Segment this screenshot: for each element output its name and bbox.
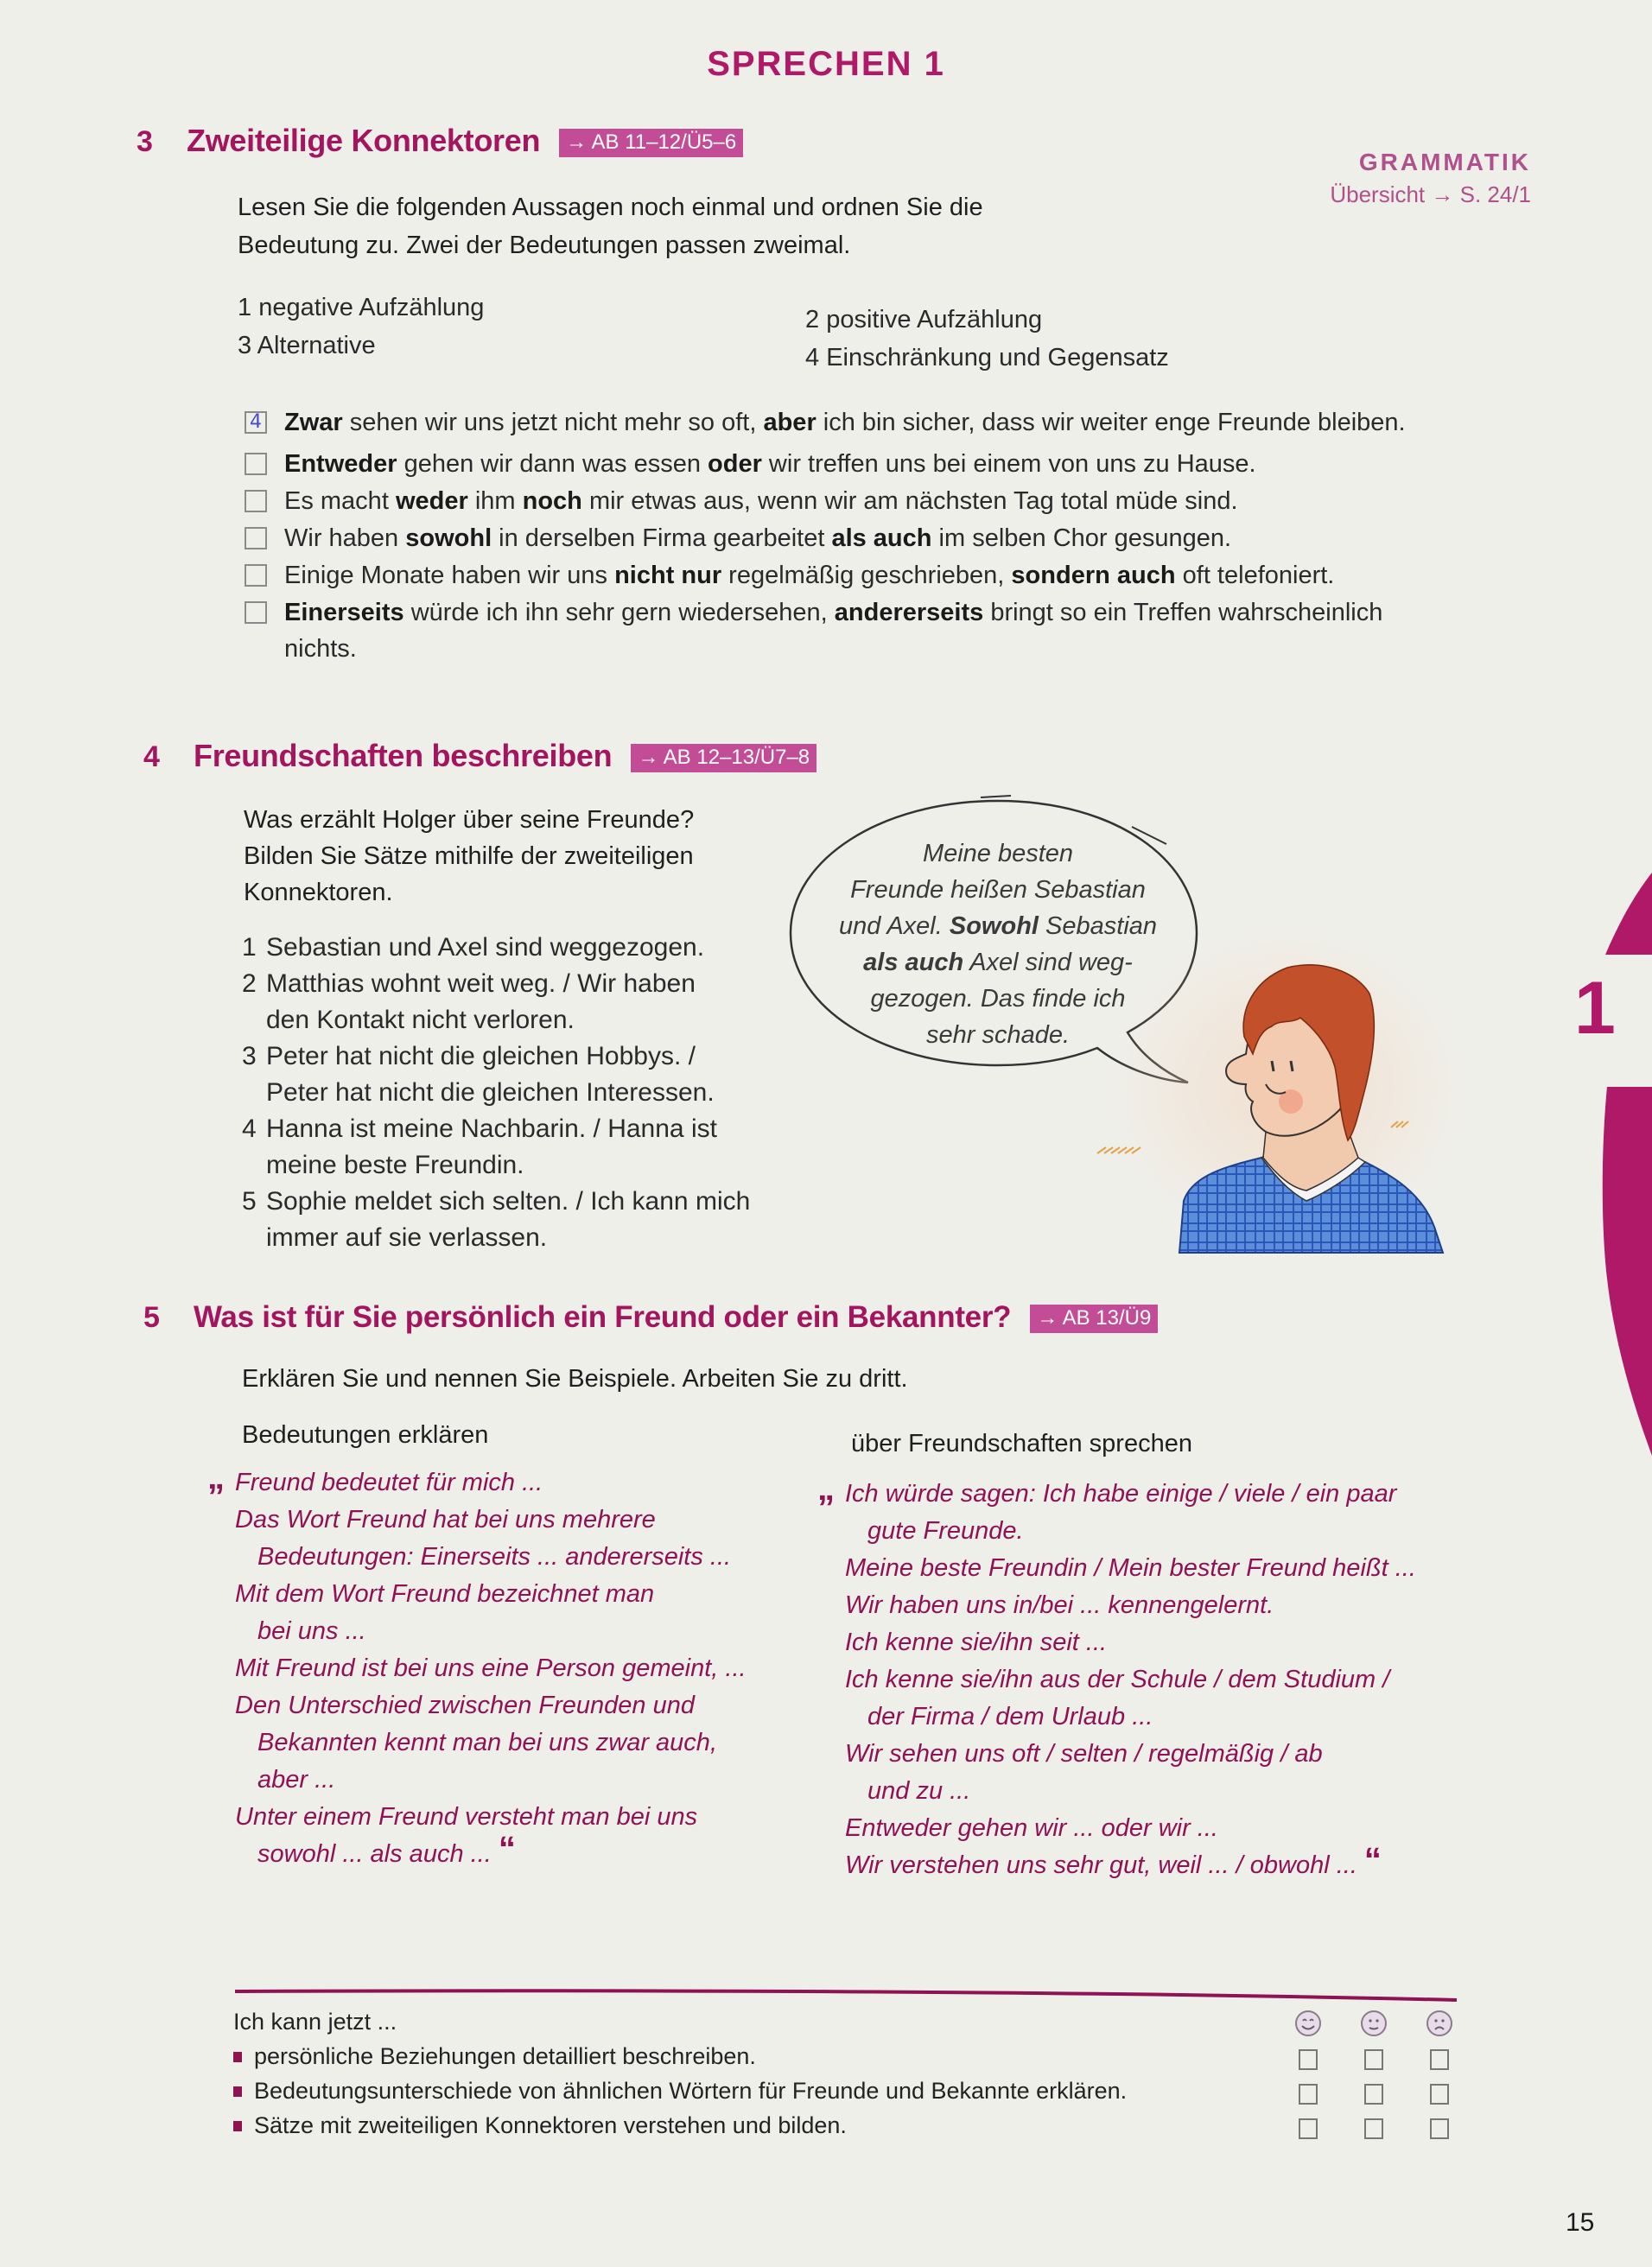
exercise-5-header xyxy=(143,1300,1158,1336)
bubble-line: Meine besten xyxy=(922,840,1074,867)
statement-row xyxy=(245,446,1454,482)
bubble-line: sehr schade. xyxy=(925,1021,1071,1049)
phrase-line xyxy=(817,1661,1474,1699)
rating-checkbox-neutral[interactable] xyxy=(1364,2118,1383,2139)
answer-checkbox[interactable] xyxy=(245,490,267,512)
bubble-text: Axel sind weg- xyxy=(963,949,1133,976)
phrase-line xyxy=(817,1624,1474,1661)
exercise-number: 4 xyxy=(143,740,160,773)
rating-icons xyxy=(1293,2010,1454,2042)
statement-row xyxy=(245,594,1454,667)
phrase-text: gute Freunde. xyxy=(867,1517,1024,1545)
answer-checkbox[interactable] xyxy=(245,453,267,475)
grammar-note xyxy=(1330,149,1531,208)
meaning-label: Alternative xyxy=(257,332,376,359)
meaning-number: 3 xyxy=(238,332,252,359)
phrase-line xyxy=(207,1576,812,1613)
rating-cell xyxy=(1359,2118,1388,2153)
can-do-text: persönliche Beziehungen detailliert beschreiben. xyxy=(254,2043,756,2069)
self-check xyxy=(233,2004,1270,2143)
rating-cell xyxy=(1425,2049,1454,2084)
sad-face-icon xyxy=(1425,2010,1454,2042)
meaning-label: negative Aufzählung xyxy=(258,294,485,321)
rating-checkbox-sad[interactable] xyxy=(1430,2049,1449,2070)
phrase-text: Ich würde sagen: Ich habe einige / viele / ein paar xyxy=(845,1480,1397,1508)
sentence-number: 4 xyxy=(242,1114,257,1143)
phrase-text: Meine beste Freundin / Mein bester Freund heißt ... xyxy=(845,1554,1416,1582)
can-do-item xyxy=(233,2073,1270,2108)
connector-word: weder xyxy=(395,487,468,515)
close-quote-icon: “ xyxy=(498,1830,516,1868)
bubble-text: und Axel. xyxy=(838,912,950,940)
sentence-text: Sebastian und Axel sind weggezogen. xyxy=(266,933,705,962)
connector-word: andererseits xyxy=(834,599,984,626)
workbook-reference-badge[interactable]: → AB 12–13/Ü7–8 xyxy=(631,744,816,772)
bullet-icon xyxy=(233,2052,242,2062)
phrase-line xyxy=(207,1613,812,1650)
phrase-line xyxy=(817,1550,1474,1587)
sentence-number xyxy=(242,1147,266,1184)
answer-checkbox[interactable] xyxy=(245,601,267,624)
answer-checkbox[interactable] xyxy=(245,564,267,587)
rating-row xyxy=(1293,2118,1454,2153)
connector-word: aber xyxy=(763,409,816,436)
exercise-3-items xyxy=(245,404,1454,668)
can-do-item xyxy=(233,2108,1270,2143)
phrase-line xyxy=(817,1736,1474,1773)
rating-cell xyxy=(1425,2118,1454,2153)
left-phrase-list xyxy=(207,1458,812,1873)
instruction-line: Lesen Sie die folgenden Aussagen noch einmal und ordnen Sie die xyxy=(238,194,983,221)
grammar-reference-link[interactable]: Übersicht → S. 24/1 xyxy=(1330,181,1531,207)
exercise-4-header xyxy=(143,738,816,775)
statement-fragment: Einige Monate haben wir uns xyxy=(284,562,615,589)
statement-fragment: Wir haben xyxy=(284,524,406,552)
rating-cell xyxy=(1293,2118,1323,2153)
phrase-line xyxy=(817,1587,1474,1624)
exercise-title: Freundschaften beschreiben xyxy=(194,738,613,773)
phrase-text: aber ... xyxy=(257,1766,336,1794)
connector-word: oder xyxy=(708,450,762,478)
sentence-item xyxy=(242,1075,795,1111)
statement-text xyxy=(284,594,1454,667)
statement-row xyxy=(245,483,1454,519)
meaning-number: 4 xyxy=(805,344,820,371)
right-column-heading: über Freundschaften sprechen xyxy=(851,1430,1192,1457)
statement-text xyxy=(284,483,1238,519)
grammar-heading: GRAMMATIK xyxy=(1358,149,1531,175)
exercise-title: Zweiteilige Konnektoren xyxy=(187,123,541,158)
statement-row xyxy=(245,557,1454,594)
statement-fragment: im selben Chor gesungen. xyxy=(931,524,1232,552)
meaning-option xyxy=(805,301,1042,339)
phrase-text: Ich kenne sie/ihn seit ... xyxy=(845,1629,1108,1656)
statement-fragment: wir treffen uns bei einem von uns zu Hause. xyxy=(761,450,1256,478)
rating-cell xyxy=(1359,2049,1388,2084)
meaning-option xyxy=(805,339,1169,377)
sentence-text: Hanna ist meine Nachbarin. / Hanna ist xyxy=(266,1114,717,1143)
connector-word: noch xyxy=(522,487,582,515)
statement-text xyxy=(284,520,1231,556)
phrase-line xyxy=(207,1502,812,1539)
statement-fragment: regelmäßig geschrieben, xyxy=(721,562,1012,589)
bubble-line: gezogen. Das finde ich xyxy=(870,985,1126,1013)
connector-word: Entweder xyxy=(284,450,397,478)
statement-fragment: ich bin sicher, dass wir weiter enge Freunde bleiben. xyxy=(816,409,1406,436)
sentence-item xyxy=(242,930,795,966)
instruction-line: Was erzählt Holger über seine Freunde? xyxy=(244,806,695,834)
sentence-item xyxy=(242,1220,795,1256)
sentence-number xyxy=(242,1002,266,1038)
sentence-item xyxy=(242,1038,795,1075)
phrase-line xyxy=(817,1841,1474,1884)
can-do-item xyxy=(233,2039,1270,2073)
page-number: 15 xyxy=(1566,2208,1595,2237)
sentence-item xyxy=(242,1184,795,1220)
chapter-tab-graphic xyxy=(1554,864,1652,1469)
sentence-item xyxy=(242,1002,795,1038)
phrase-line xyxy=(207,1458,812,1502)
connector-word: Einerseits xyxy=(284,599,404,626)
can-do-text: Sätze mit zweiteiligen Konnektoren verstehen und bilden. xyxy=(254,2112,847,2138)
phrase-text: Ich kenne sie/ihn aus der Schule / dem Studium / xyxy=(845,1666,1390,1693)
phrase-line xyxy=(817,1773,1474,1810)
statement-fragment: gehen wir dann was essen xyxy=(397,450,708,478)
sentence-item xyxy=(242,1147,795,1184)
left-column-heading: Bedeutungen erklären xyxy=(242,1421,489,1449)
phrase-line xyxy=(207,1762,812,1799)
phrase-text: Den Unterschied zwischen Freunden und xyxy=(235,1692,695,1719)
meaning-option xyxy=(238,289,484,327)
phrase-line xyxy=(207,1687,812,1724)
statement-text xyxy=(284,557,1334,594)
sentence-number: 5 xyxy=(242,1187,257,1216)
phrase-text: sowohl ... als auch ... xyxy=(257,1840,492,1868)
bubble-text: Sebastian xyxy=(1038,912,1158,940)
meaning-number: 2 xyxy=(805,306,820,333)
exercise-4-instruction xyxy=(244,802,779,911)
phrase-text: Entweder gehen wir ... oder wir ... xyxy=(845,1814,1218,1842)
phrase-line xyxy=(817,1470,1474,1513)
phrase-text: und zu ... xyxy=(867,1777,971,1805)
answer-checkbox[interactable] xyxy=(245,527,267,549)
sentence-number: 1 xyxy=(242,933,257,962)
sentence-number: 2 xyxy=(242,969,257,998)
phrase-line xyxy=(207,1650,812,1687)
sentence-text: Sophie meldet sich selten. / Ich kann mich xyxy=(266,1187,751,1216)
phrase-text: Freund bedeutet für mich ... xyxy=(235,1469,543,1496)
meaning-option xyxy=(238,327,376,365)
very-happy-face-icon xyxy=(1293,2010,1323,2042)
rating-row xyxy=(1293,2084,1454,2118)
chapter-number: 1 xyxy=(1574,967,1616,1050)
phrase-text: Wir haben uns in/bei ... kennengelernt. xyxy=(845,1591,1274,1619)
exercise-title: Was ist für Sie persönlich ein Freund oder ein Bekannter? xyxy=(194,1300,1012,1334)
rating-cell xyxy=(1293,2049,1323,2084)
sentence-text: Peter hat nicht die gleichen Hobbys. / xyxy=(266,1042,696,1070)
sentence-number xyxy=(242,1220,266,1256)
workbook-reference-badge[interactable]: → AB 11–12/Ü5–6 xyxy=(559,129,743,157)
rating-checkbox-very-happy[interactable] xyxy=(1299,2084,1318,2105)
phrase-line xyxy=(207,1724,812,1762)
exercise-4-sentence-list xyxy=(242,930,795,1256)
phrase-text: Mit dem Wort Freund bezeichnet man xyxy=(235,1580,655,1608)
phrase-text: Das Wort Freund hat bei uns mehrere xyxy=(235,1506,656,1534)
statement-fragment: Es macht xyxy=(284,487,396,515)
open-quote-icon: „ xyxy=(817,1470,835,1508)
statement-row xyxy=(245,404,1454,441)
statement-fragment: sehen wir uns jetzt nicht mehr so oft, xyxy=(342,409,764,436)
phrase-line xyxy=(817,1513,1474,1550)
right-phrase-list xyxy=(817,1470,1474,1884)
sentence-number xyxy=(242,1075,266,1111)
phrase-line xyxy=(207,1830,812,1873)
statement-fragment: würde ich ihn sehr gern wiedersehen, xyxy=(403,599,835,626)
phrase-text: Unter einem Freund versteht man bei uns xyxy=(235,1803,698,1831)
phrase-text: Mit Freund ist bei uns eine Person gemeint, ... xyxy=(235,1654,747,1682)
phrase-line xyxy=(207,1539,812,1576)
statement-fragment: in derselben Firma gearbeitet xyxy=(492,524,832,552)
connector-word: als auch xyxy=(831,524,932,552)
phrase-text: der Firma / dem Urlaub ... xyxy=(867,1703,1153,1730)
instruction-line: Bedeutung zu. Zwei der Bedeutungen passen zweimal. xyxy=(238,232,851,259)
statement-text xyxy=(284,404,1406,441)
rating-checkbox-very-happy[interactable] xyxy=(1299,2118,1318,2139)
neutral-face-icon xyxy=(1359,2010,1388,2042)
sentence-text: Matthias wohnt weit weg. / Wir haben xyxy=(266,969,696,998)
answer-checkbox[interactable]: 4 xyxy=(245,411,267,434)
page-title: SPRECHEN 1 xyxy=(707,45,945,83)
connector-word: sondern auch xyxy=(1011,562,1176,589)
rating-checkbox-sad[interactable] xyxy=(1430,2118,1449,2139)
exercise-number: 3 xyxy=(137,125,153,158)
sentence-text: meine beste Freundin. xyxy=(266,1151,524,1179)
sentence-item xyxy=(242,966,795,1002)
rating-cell xyxy=(1359,2084,1388,2118)
phrase-line xyxy=(817,1699,1474,1736)
bubble-connector: Sowohl xyxy=(949,912,1039,940)
sentence-text: Peter hat nicht die gleichen Interessen. xyxy=(266,1078,715,1107)
exercise-3-header xyxy=(137,123,743,160)
bubble-connector: als auch xyxy=(863,949,964,976)
meaning-number: 1 xyxy=(238,294,252,321)
rating-cell xyxy=(1425,2084,1454,2118)
meaning-label: positive Aufzählung xyxy=(826,306,1043,333)
sentence-text: immer auf sie verlassen. xyxy=(266,1223,548,1252)
exercise-number: 5 xyxy=(143,1301,160,1334)
sentence-item xyxy=(242,1111,795,1147)
self-check-heading: Ich kann jetzt ... xyxy=(233,2009,397,2035)
connector-word: sowohl xyxy=(405,524,492,552)
close-quote-icon: “ xyxy=(1363,1841,1382,1879)
statement-fragment: bringt so ein Treffen wahrscheinlich nichts. xyxy=(284,599,1383,663)
open-quote-icon: „ xyxy=(207,1458,225,1496)
statement-text xyxy=(284,446,1256,482)
sentence-number: 3 xyxy=(242,1042,257,1070)
phrase-text: bei uns ... xyxy=(257,1617,366,1645)
bubble-line: Freunde heißen Sebastian xyxy=(850,876,1146,904)
connector-word: Zwar xyxy=(284,409,343,436)
exercise-3-instruction xyxy=(238,188,1102,264)
rating-cell xyxy=(1293,2084,1323,2118)
instruction-line: Bilden Sie Sätze mithilfe der zweiteiligen xyxy=(244,842,694,870)
exercise-5-instruction: Erklären Sie und nennen Sie Beispiele. Arbeiten Sie zu dritt. xyxy=(242,1365,908,1393)
meaning-label: Einschränkung und Gegensatz xyxy=(826,344,1169,371)
rating-checkbox-grid xyxy=(1293,2049,1454,2153)
phrase-text: Bedeutungen: Einerseits ... andererseits ... xyxy=(257,1543,732,1571)
rating-checkbox-neutral[interactable] xyxy=(1364,2084,1383,2105)
sentence-text: den Kontakt nicht verloren. xyxy=(266,1006,575,1034)
connector-word: nicht nur xyxy=(614,562,722,589)
bullet-icon xyxy=(233,2086,242,2097)
bullet-icon xyxy=(233,2121,242,2131)
statement-row xyxy=(245,520,1454,556)
rating-checkbox-neutral[interactable] xyxy=(1364,2049,1383,2070)
rating-checkbox-very-happy[interactable] xyxy=(1299,2049,1318,2070)
statement-fragment: ihm xyxy=(467,487,523,515)
statement-fragment: oft telefoniert. xyxy=(1175,562,1335,589)
instruction-line: Konnektoren. xyxy=(244,879,393,906)
rating-row xyxy=(1293,2049,1454,2084)
workbook-reference-badge[interactable]: → AB 13/Ü9 xyxy=(1030,1305,1158,1333)
can-do-text: Bedeutungsunterschiede von ähnlichen Wörtern für Freunde und Bekannte erklären. xyxy=(254,2078,1128,2104)
phrase-text: Wir sehen uns oft / selten / regelmäßig / ab xyxy=(845,1740,1323,1768)
cartoon-man-illustration xyxy=(1080,916,1469,1261)
rating-checkbox-sad[interactable] xyxy=(1430,2084,1449,2105)
phrase-text: Wir verstehen uns sehr gut, weil ... / obwohl ... xyxy=(845,1851,1357,1879)
statement-fragment: mir etwas aus, wenn wir am nächsten Tag total müde sind. xyxy=(581,487,1238,515)
phrase-text: Bekannten kennt man bei uns zwar auch, xyxy=(257,1729,717,1756)
